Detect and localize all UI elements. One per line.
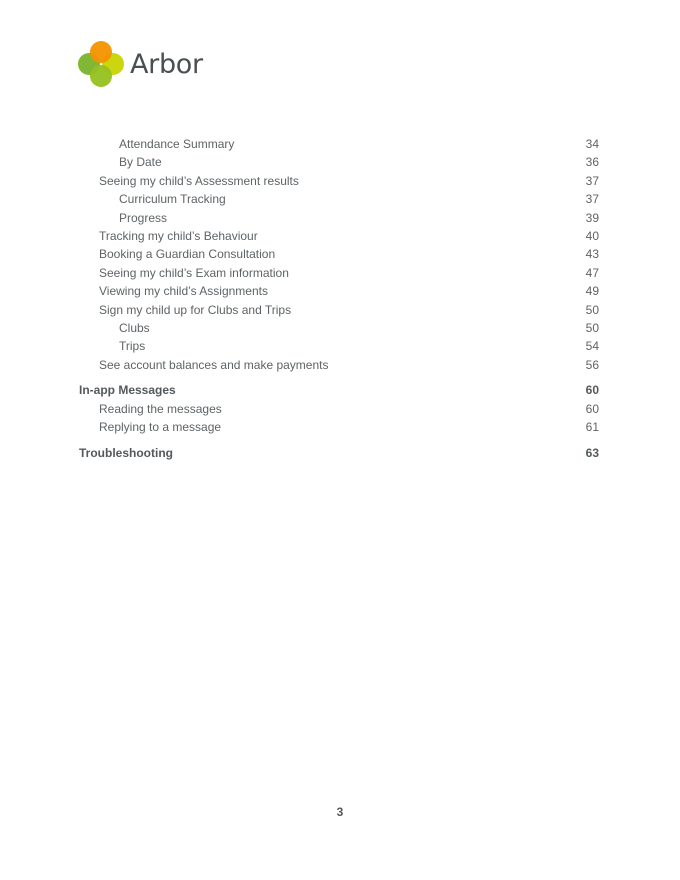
toc-entry-page: 61 — [585, 420, 599, 435]
toc-entry-page: 49 — [585, 284, 599, 299]
toc-entry-page: 60 — [585, 383, 599, 398]
toc-entry-page: 56 — [585, 357, 599, 372]
toc-entry-page: 60 — [585, 401, 599, 416]
toc-entry[interactable] — [79, 418, 599, 436]
toc-entry-title: Clubs — [119, 321, 150, 336]
toc-entry-page: 50 — [585, 302, 599, 317]
toc-entry[interactable] — [79, 381, 599, 399]
toc-entry-title: Curriculum Tracking — [119, 192, 226, 207]
toc-entry[interactable] — [79, 153, 599, 171]
toc-entry[interactable] — [79, 135, 599, 153]
toc-entry-page: 37 — [585, 192, 599, 207]
toc-entry[interactable] — [79, 301, 599, 319]
toc-entry-page: 36 — [585, 155, 599, 170]
toc-entry-title: Attendance Summary — [119, 137, 235, 151]
toc-entry-title: Tracking my child’s Behaviour — [99, 229, 258, 244]
toc-entry-title: By Date — [119, 155, 162, 170]
toc-entry-title: Replying to a message — [99, 420, 222, 435]
toc-entry[interactable] — [79, 172, 599, 190]
toc-entry-page: 50 — [585, 321, 599, 336]
toc-entry[interactable] — [79, 444, 599, 462]
toc-entry-title: Progress — [119, 210, 168, 225]
logo-wordmark: Arbor — [130, 49, 203, 80]
toc-entry-title: Viewing my child’s Assignments — [99, 284, 268, 299]
toc-entry-title: Reading the messages — [99, 401, 222, 416]
toc-entry-page: 54 — [585, 339, 599, 354]
toc-entry-page: 63 — [585, 445, 599, 460]
toc-entry-page: 39 — [585, 210, 599, 225]
toc-entry[interactable] — [79, 209, 599, 227]
toc-entry-page: 43 — [585, 247, 599, 262]
toc-entry[interactable] — [79, 227, 599, 245]
toc-entry[interactable] — [79, 400, 599, 418]
toc-entry[interactable] — [79, 282, 599, 300]
toc-entry[interactable] — [79, 264, 599, 282]
arbor-logo-icon — [78, 40, 124, 88]
table-of-contents — [79, 135, 599, 462]
toc-entry-title: See account balances and make payments — [99, 357, 329, 372]
toc-entry[interactable] — [79, 319, 599, 337]
toc-entry-title: Sign my child up for Clubs and Trips — [99, 302, 292, 317]
toc-entry-page: 34 — [585, 137, 599, 151]
toc-entry-title: Seeing my child’s Exam information — [99, 265, 289, 280]
toc-entry-title: Seeing my child’s Assessment results — [99, 173, 299, 188]
toc-entry-page: 37 — [585, 173, 599, 188]
toc-entry[interactable] — [79, 190, 599, 208]
arbor-logo — [78, 40, 203, 88]
toc-entry-page: 40 — [585, 229, 599, 244]
toc-entry[interactable] — [79, 356, 599, 374]
toc-entry[interactable] — [79, 245, 599, 263]
toc-entry-title: In-app Messages — [79, 383, 176, 398]
toc-entry-title: Troubleshooting — [79, 445, 173, 460]
toc-entry-page: 47 — [585, 265, 599, 280]
page-number: 3 — [336, 805, 344, 819]
toc-entry-title: Trips — [119, 339, 146, 354]
toc-entry[interactable] — [79, 337, 599, 355]
toc-entry-title: Booking a Guardian Consultation — [99, 247, 276, 262]
